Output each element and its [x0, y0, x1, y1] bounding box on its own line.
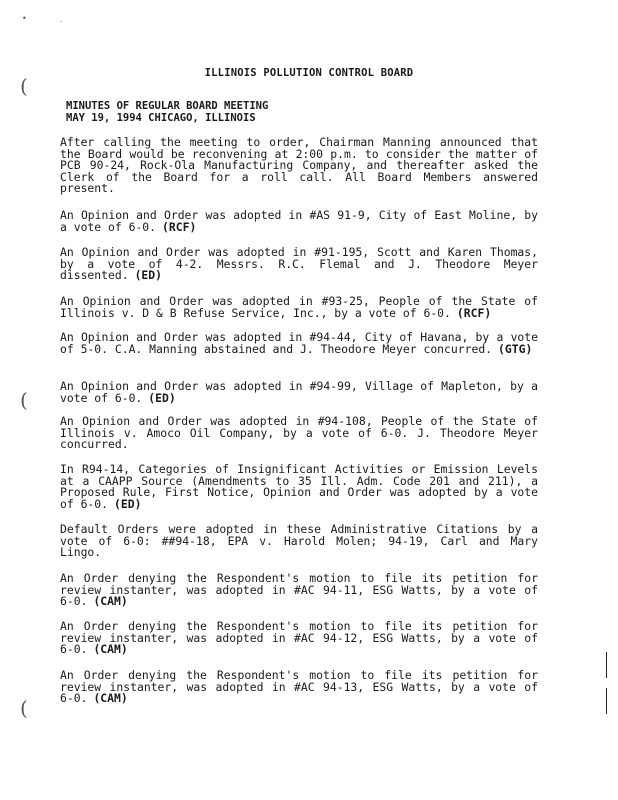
scan-edge-line: [606, 652, 607, 678]
scan-mark-dot: •: [22, 14, 27, 23]
author-tag: (ED): [148, 390, 176, 405]
author-tag: (CAM): [93, 691, 128, 706]
minutes-paragraph: An Order denying the Respondent's motion to file its petition for review instanter, was adopted in #AC 94-12, ESG Watts, by a vote of 6-0. (CAM): [60, 619, 538, 657]
author-tag: (CAM): [93, 594, 128, 609]
meeting-heading: MINUTES OF REGULAR BOARD MEETING: [66, 100, 269, 112]
minutes-paragraph: In R94-14, Categories of Insignificant Activities or Emission Levels at a CAAPP Source (Amendments to 35 Ill. Adm. Code 201 and 211), a Proposed Rule, First Notice, Opinion and Order was adopted by a vote of 6-0. (ED): [60, 462, 538, 511]
meeting-date: MAY 19, 1994 CHICAGO, ILLINOIS: [66, 112, 256, 124]
author-tag: (CAM): [93, 642, 128, 657]
minutes-paragraph: An Opinion and Order was adopted in #AS 91-9, City of East Moline, by a vote of 6-0. (RCF): [60, 208, 538, 234]
author-tag: (RCF): [456, 305, 492, 320]
minutes-paragraph: An Opinion and Order was adopted in #94-44, City of Havana, by a vote of 5-0. C.A. Manning abstained and J. Theodore Meyer concurred. (GTG): [60, 330, 538, 356]
minutes-paragraph: An Order denying the Respondent's motion to file its petition for review instanter, was adopted in #AC 94-13, ESG Watts, by a vote of 6-0. (CAM): [60, 668, 538, 706]
scan-edge-line: [606, 688, 607, 714]
minutes-paragraph: Default Orders were adopted in these Administrative Citations by a vote of 6-0: ##94-18, EPA v. Harold Molen; 94-19, Carl and Mary Lingo.: [60, 522, 538, 560]
minutes-paragraph: An Order denying the Respondent's motion to file its petition for review instanter, was adopted in #AC 94-11, ESG Watts, by a vote of 6-0. (CAM): [60, 571, 538, 609]
minutes-paragraph: After calling the meeting to order, Chairman Manning announced that the Board would be reconvening at 2:00 p.m. to consider the matter of PCB 90-24, Rock-Ola Manufacturing Company, and thereafter asked the Clerk of the Board for a roll call. All Board Members answered present.: [60, 135, 538, 196]
document-title: ILLINOIS POLLUTION CONTROL BOARD: [204, 67, 414, 79]
scan-mark-dot: ·: [60, 18, 63, 26]
hole-punch-mark: (: [20, 388, 28, 412]
author-tag: (ED): [134, 268, 163, 283]
author-tag: (ED): [114, 496, 142, 511]
hole-punch-mark: (: [20, 696, 28, 720]
minutes-paragraph: An Opinion and Order was adopted in #93-25, People of the State of Illinois v. D & B Refuse Service, Inc., by a vote of 6-0. (RCF): [60, 294, 538, 320]
author-tag: (GTG): [498, 341, 533, 356]
minutes-paragraph: An Opinion and Order was adopted in #91-195, Scott and Karen Thomas, by a vote of 4-2. Messrs. R.C. Flemal and J. Theodore Meyer dissented. (ED): [60, 245, 538, 283]
minutes-paragraph: An Opinion and Order was adopted in #94-99, Village of Mapleton, by a vote of 6-0. (ED): [60, 379, 538, 405]
minutes-paragraph: An Opinion and Order was adopted in #94-108, People of the State of Illinois v. Amoco Oil Company, by a vote of 6-0. J. Theodore Meyer concurred.: [60, 414, 538, 452]
hole-punch-mark: (: [20, 74, 28, 98]
author-tag: (RCF): [162, 219, 197, 234]
